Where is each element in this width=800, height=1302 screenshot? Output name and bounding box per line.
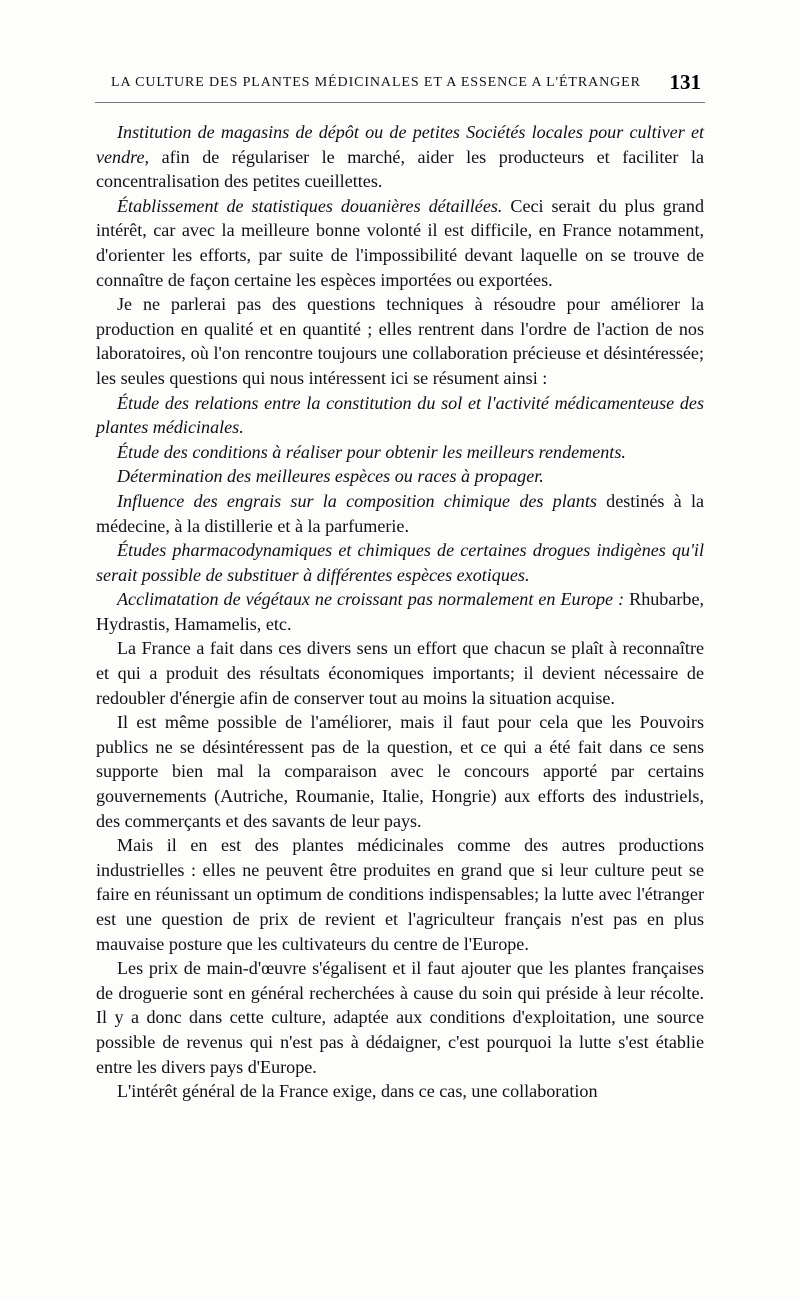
paragraph	[96, 636, 704, 710]
paragraph	[96, 120, 704, 194]
header-rule	[95, 102, 705, 103]
paragraph-text: Je ne parlerai pas des questions techniques à résoudre pour améliorer la production en qualité et en quantité ; elles rentrent dans l'ordre de l'action de nos laboratoires, où l'on rencontre toujours une collaboration précieuse et désintéressée; les seules questions qui nous intéressent ici se résument ainsi :	[96, 294, 704, 388]
paragraph	[96, 956, 704, 1079]
paragraph-italic: Acclimatation de végétaux ne croissant pas normalement en Europe :	[117, 589, 625, 610]
paragraph-italic: Étude des conditions à réaliser pour obtenir les meilleurs rendements.	[117, 441, 626, 462]
paragraph-text: Ceci serait du plus grand intérêt, car avec la meilleure bonne volonté il est difficile, en France notamment, d'orienter les efforts, par suite de l'impossibilité devant laquelle on se trouve de connaître de façon certaine les espèces importées ou exportées.	[96, 195, 704, 290]
body-text	[96, 120, 704, 1104]
paragraph-text: Il est même possible de l'améliorer, mais il faut pour cela que les Pouvoirs publics ne se désintéressent pas de la question, et ce qui a été fait dans ce sens supporte bien mal la comparaison avec le concours apporté par certains gouvernements (Autriche, Roumanie, Italie, Hongrie) aux efforts des industriels, des commerçants et des savants de leur pays.	[96, 712, 704, 831]
paragraph-text: Mais il en est des plantes médicinales comme des autres productions industrielles : elles ne peuvent être produites en grand que si leur culture peut se faire en réunissant un optimum de conditions indispensables; la lutte avec l'étranger est une question de prix de revient et l'agriculteur français n'est pas en plus mauvaise posture que les cultivateurs du centre de l'Europe.	[96, 835, 704, 954]
paragraph-text: afin de régulariser le marché, aider les producteurs et faciliter la concentralisation des petites cueillettes.	[96, 146, 704, 192]
paragraph	[96, 1079, 704, 1104]
paragraph-italic: Établissement de statistiques douanières détaillées.	[117, 195, 503, 216]
paragraph	[96, 710, 704, 833]
paragraph	[96, 292, 704, 390]
running-title: LA CULTURE DES PLANTES MÉDICINALES ET A ESSENCE A L'ÉTRANGER	[111, 75, 641, 90]
paragraph	[96, 464, 704, 489]
paragraph	[96, 587, 704, 636]
paragraph	[96, 833, 704, 956]
page-number: 131	[669, 70, 701, 94]
paragraph-italic: Influence des engrais sur la composition chimique des plants	[117, 490, 597, 511]
paragraph-text: destinés à la médecine, à la distillerie et à la parfumerie.	[96, 490, 704, 536]
page-header	[111, 70, 701, 98]
paragraph	[96, 440, 704, 465]
paragraph	[96, 538, 704, 587]
paragraph	[96, 489, 704, 538]
paragraph-italic: Études pharmacodynamiques et chimiques de certaines drogues indigènes qu'il serait possible de substituer à différentes espèces exotiques.	[96, 540, 704, 585]
paragraph-italic: Étude des relations entre la constitution du sol et l'activité médicamenteuse des plantes médicinales.	[96, 392, 704, 438]
paragraph-italic: Institution de magasins de dépôt ou de petites Sociétés locales pour cultiver et vendre,	[96, 122, 704, 167]
paragraph-text: Les prix de main-d'œuvre s'égalisent et il faut ajouter que les plantes françaises de droguerie sont en général recherchées à cause du soin qui préside à leur récolte. Il y a donc dans cette culture, adaptée aux conditions d'exploitation, une source possible de revenus qui n'est pas à dédaigner, c'est pourquoi la lutte s'est établie entre les divers pays d'Europe.	[96, 958, 704, 1077]
paragraph	[96, 194, 704, 292]
paragraph-text: L'intérêt général de la France exige, dans ce cas, une collaboration	[117, 1081, 598, 1102]
paragraph-text: Rhubarbe, Hydrastis, Hamamelis, etc.	[96, 589, 704, 634]
paragraph	[96, 391, 704, 440]
paragraph-text: La France a fait dans ces divers sens un effort que chacun se plaît à reconnaître et qui a produit des résultats économiques importants; il devient nécessaire de redoubler d'énergie afin de conserver tout au moins la situation acquise.	[96, 638, 704, 708]
paragraph-italic: Détermination des meilleures espèces ou races à propager.	[117, 466, 544, 487]
